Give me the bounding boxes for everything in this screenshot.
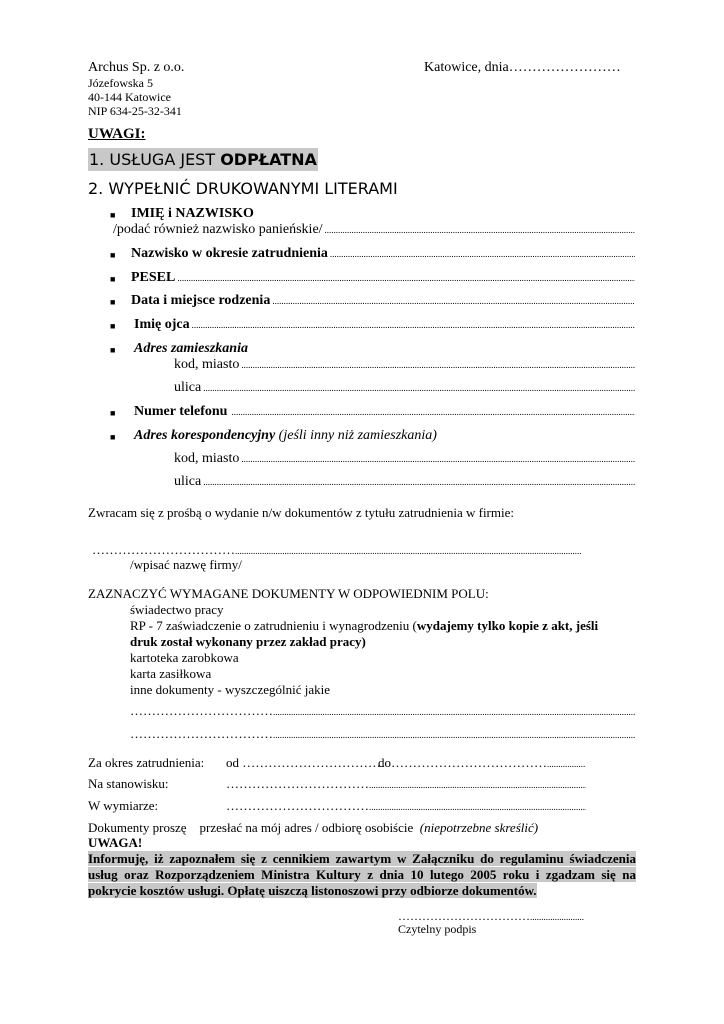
phone-line[interactable] [231, 404, 635, 420]
doc-earnings-record[interactable]: kartoteka zarobkowa [130, 650, 239, 665]
address-city-line[interactable] [241, 357, 635, 373]
company-nip: NIP 634-25-32-341 [88, 104, 182, 118]
employment-surname-field[interactable] [131, 246, 635, 262]
delivery-choice[interactable] [88, 820, 538, 836]
documents-title: ZAZNACZYĆ WYMAGANE DOKUMENTY W ODPOWIEDNIM POLU: [88, 586, 489, 601]
name-label: IMIĘ i NAZWISKO [131, 206, 254, 221]
other-docs-field-2[interactable] [130, 726, 635, 742]
corr-street-label: ulica [174, 474, 202, 489]
company-street: Józefowska 5 [88, 76, 153, 90]
company-name-field[interactable] [92, 542, 582, 558]
position-line[interactable] [369, 776, 586, 792]
company-name-dots: …………………………… [92, 542, 235, 557]
bullet-icon: ■ [110, 321, 116, 331]
maiden-name-line[interactable] [325, 222, 635, 238]
warning-title: UWAGA! [88, 835, 143, 850]
address-label: Adres zamieszkania [134, 341, 248, 356]
corr-address-heading [134, 428, 437, 444]
other-docs-dots-1: …………………………… [130, 703, 273, 718]
address-street-field[interactable] [174, 380, 635, 396]
warning-body-text: Informuję, iż zapoznałem się z cennikiem zawartym w Załączniku do regulaminu świadczenia usług oraz Rozporządzeniem Ministra Kultury z dnia 10 lutego 2005 roku i zgadzam się na pokrycie kosztów usługi. Opłatę uiszczą listonoszowi przy odbiorze dokumentów. [88, 851, 636, 898]
company-city: 40-144 Katowice [88, 90, 171, 104]
bullet-icon: ■ [110, 250, 116, 260]
note-paid-bold: ODPŁATNA [220, 150, 317, 169]
corr-city-field[interactable] [174, 451, 635, 467]
period-to-dots: do……………………………… [378, 755, 547, 770]
pesel-label: PESEL [131, 270, 176, 285]
note-block-letters: 2. WYPEŁNIĆ DRUKOWANYMI LITERAMI [88, 179, 398, 198]
father-name-label: Imię ojca [134, 317, 190, 332]
birth-line[interactable] [272, 293, 635, 309]
period-to-field[interactable] [378, 755, 586, 771]
father-name-line[interactable] [192, 317, 635, 333]
company-name-line[interactable] [235, 542, 582, 558]
request-text: Zwracam się z prośbą o wydanie n/w dokumentów z tytułu zatrudnienia w firmie: [88, 505, 514, 520]
phone-field[interactable] [134, 404, 635, 420]
delivery-note: (niepotrzebne skreślić) [419, 820, 539, 835]
pesel-line[interactable] [177, 270, 635, 286]
maiden-name-label: /podać również nazwisko panieńskie/ [113, 222, 323, 237]
bullet-icon: ■ [110, 274, 116, 284]
period-label: Za okres zatrudnienia: [88, 755, 205, 770]
employment-surname-label: Nazwisko w okresie zatrudnienia [131, 246, 328, 261]
corr-street-line[interactable] [203, 474, 635, 490]
corr-address-label: Adres korespondencyjny [134, 428, 276, 443]
position-field[interactable] [226, 776, 586, 792]
doc-certificate[interactable]: świadectwo pracy [130, 602, 224, 617]
signature-dots: …………………………… [398, 909, 530, 923]
doc-rp7-note-2: druk został wykonany przez zakład pracy) [130, 634, 366, 649]
fte-label: W wymiarze: [88, 798, 159, 813]
fte-field[interactable] [226, 798, 586, 814]
bullet-icon: ■ [110, 432, 116, 442]
warning-body [88, 851, 636, 899]
notes-title: UWAGI: [88, 126, 146, 142]
other-docs-line-1[interactable] [273, 703, 635, 719]
birth-field[interactable] [131, 293, 635, 309]
corr-address-note: (jeśli inny niż zamieszkania) [278, 428, 437, 443]
note-paid-prefix: 1. USŁUGA JEST [89, 150, 221, 169]
fte-dots: …………………………… [226, 798, 369, 813]
other-docs-dots-2: …………………………… [130, 726, 273, 741]
bullet-icon: ■ [110, 210, 116, 220]
signature-line[interactable] [530, 909, 584, 924]
other-docs-line-2[interactable] [273, 726, 635, 742]
birth-label: Data i miejsce rodzenia [131, 293, 271, 308]
address-city-field[interactable] [174, 357, 635, 373]
position-dots: …………………………… [226, 776, 369, 791]
doc-other[interactable]: inne dokumenty - wyszczególnić jakie [130, 682, 330, 697]
bullet-icon: ■ [110, 345, 116, 355]
note-paid [88, 148, 318, 172]
bullet-icon: ■ [110, 297, 116, 307]
corr-city-label: kod, miasto [174, 451, 240, 466]
father-name-field[interactable] [134, 317, 635, 333]
place-date: Katowice, dnia…………………… [424, 60, 621, 75]
company-name-hint: /wpisać nazwę firmy/ [130, 557, 242, 572]
company-name: Archus Sp. z o.o. [88, 60, 185, 75]
period-from-field[interactable]: od …………………………… [226, 755, 386, 770]
signature-label: Czytelny podpis [398, 922, 477, 936]
corr-street-field[interactable] [174, 474, 635, 490]
employment-surname-line[interactable] [330, 246, 635, 262]
address-street-line[interactable] [203, 380, 635, 396]
other-docs-field-1[interactable] [130, 703, 635, 719]
fte-line[interactable] [369, 798, 586, 814]
pesel-field[interactable] [131, 270, 635, 286]
phone-label: Numer telefonu [134, 404, 228, 419]
doc-rp7[interactable] [130, 618, 598, 634]
doc-benefit-card[interactable]: karta zasiłkowa [130, 666, 212, 681]
period-to-line[interactable] [547, 755, 586, 771]
doc-rp7-label: RP - 7 zaświadczenie o zatrudnieniu i wynagrodzeniu ( [130, 618, 417, 633]
delivery-text: Dokumenty proszę przesłać na mój adres / odbiorę osobiście [88, 820, 414, 835]
maiden-name-field[interactable] [113, 222, 635, 238]
corr-city-line[interactable] [241, 451, 635, 467]
address-city-label: kod, miasto [174, 357, 240, 372]
position-label: Na stanowisku: [88, 776, 169, 791]
doc-rp7-note-1: wydajemy tylko kopie z akt, jeśli [416, 618, 599, 633]
address-street-label: ulica [174, 380, 202, 395]
bullet-icon: ■ [110, 408, 116, 418]
